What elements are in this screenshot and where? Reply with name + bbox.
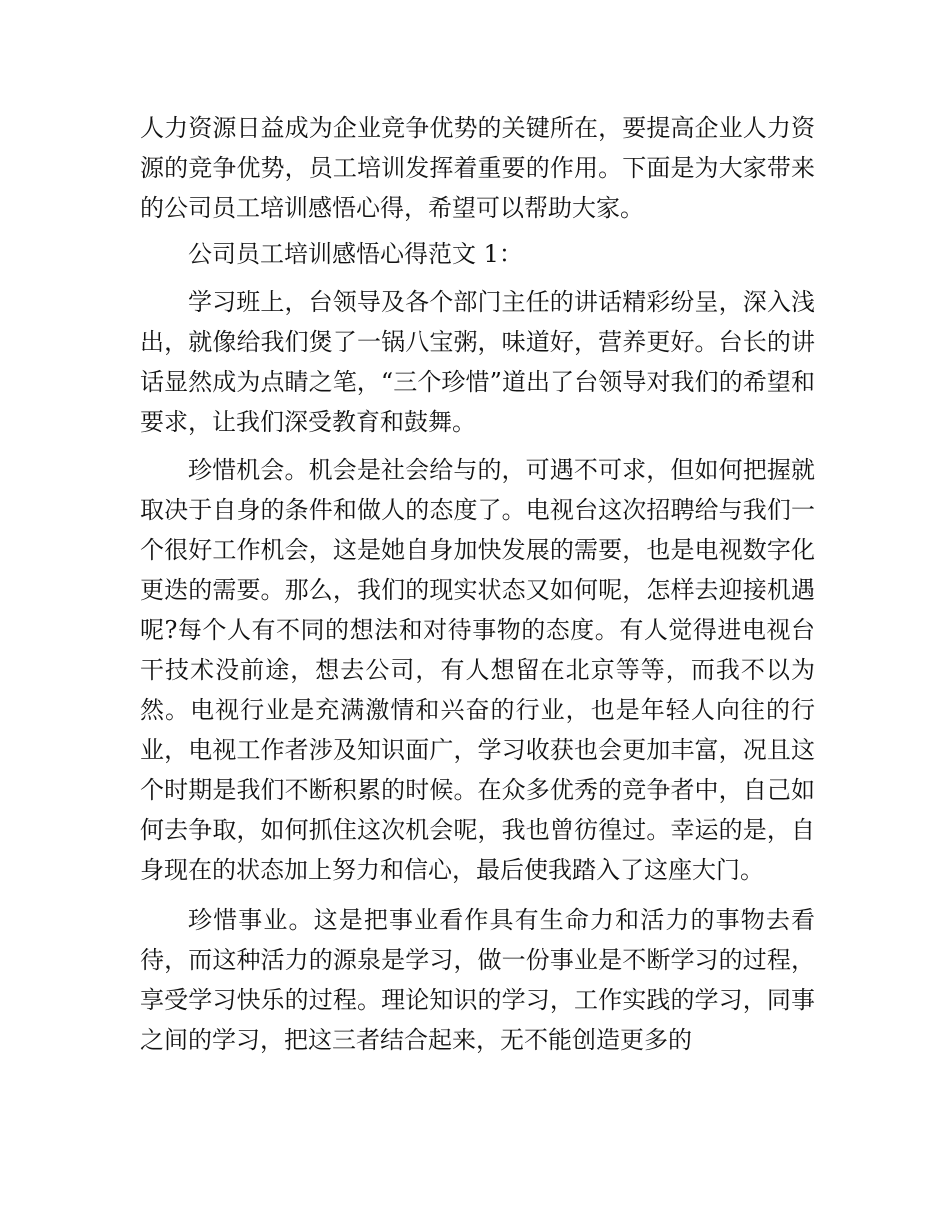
document-body	[140, 108, 815, 1060]
body-paragraph-study-class: 学习班上，台领导及各个部门主任的讲话精彩纷呈，深入浅出，就像给我们煲了一锅八宝粥，味道好，营养更好。台长的讲话显然成为点睛之笔，“三个珍惜”道出了台领导对我们的希望和要求，让我们深受教育和鼓舞。	[140, 288, 815, 436]
section-heading: 公司员工培训感悟心得范文 1：	[188, 240, 523, 268]
body-paragraph-cherish-career: 珍惜事业。这是把事业看作具有生命力和活力的事物去看待，而这种活力的源泉是学习，做一份事业是不断学习的过程，享受学习快乐的过程。理论知识的学习，工作实践的学习，同事之间的学习，把这三者结合起来，无不能创造更多的	[140, 906, 815, 1054]
intro-paragraph: 人力资源日益成为企业竞争优势的关键所在，要提高企业人力资源的竞争优势，员工培训发挥着重要的作用。下面是为大家带来的公司员工培训感悟心得，希望可以帮助大家。	[140, 114, 815, 222]
body-paragraph-cherish-opportunity: 珍惜机会。机会是社会给与的，可遇不可求，但如何把握就取决于自身的条件和做人的态度了。电视台这次招聘给与我们一个很好工作机会，这是她自身加快发展的需要，也是电视数字化更迭的需要。那么，我们的现实状态又如何呢，怎样去迎接机遇呢?每个人有不同的想法和对待事物的态度。有人觉得进电视台干技术没前途，想去公司，有人想留在北京等等，而我不以为然。电视行业是充满激情和兴奋的行业，也是年轻人向往的行业，电视工作者涉及知识面广，学习收获也会更加丰富，况且这个时期是我们不断积累的时候。在众多优秀的竞争者中，自己如何去争取，如何抓住这次机会呢，我也曾彷徨过。幸运的是，自身现在的状态加上努力和信心，最后使我踏入了这座大门。	[140, 456, 815, 884]
